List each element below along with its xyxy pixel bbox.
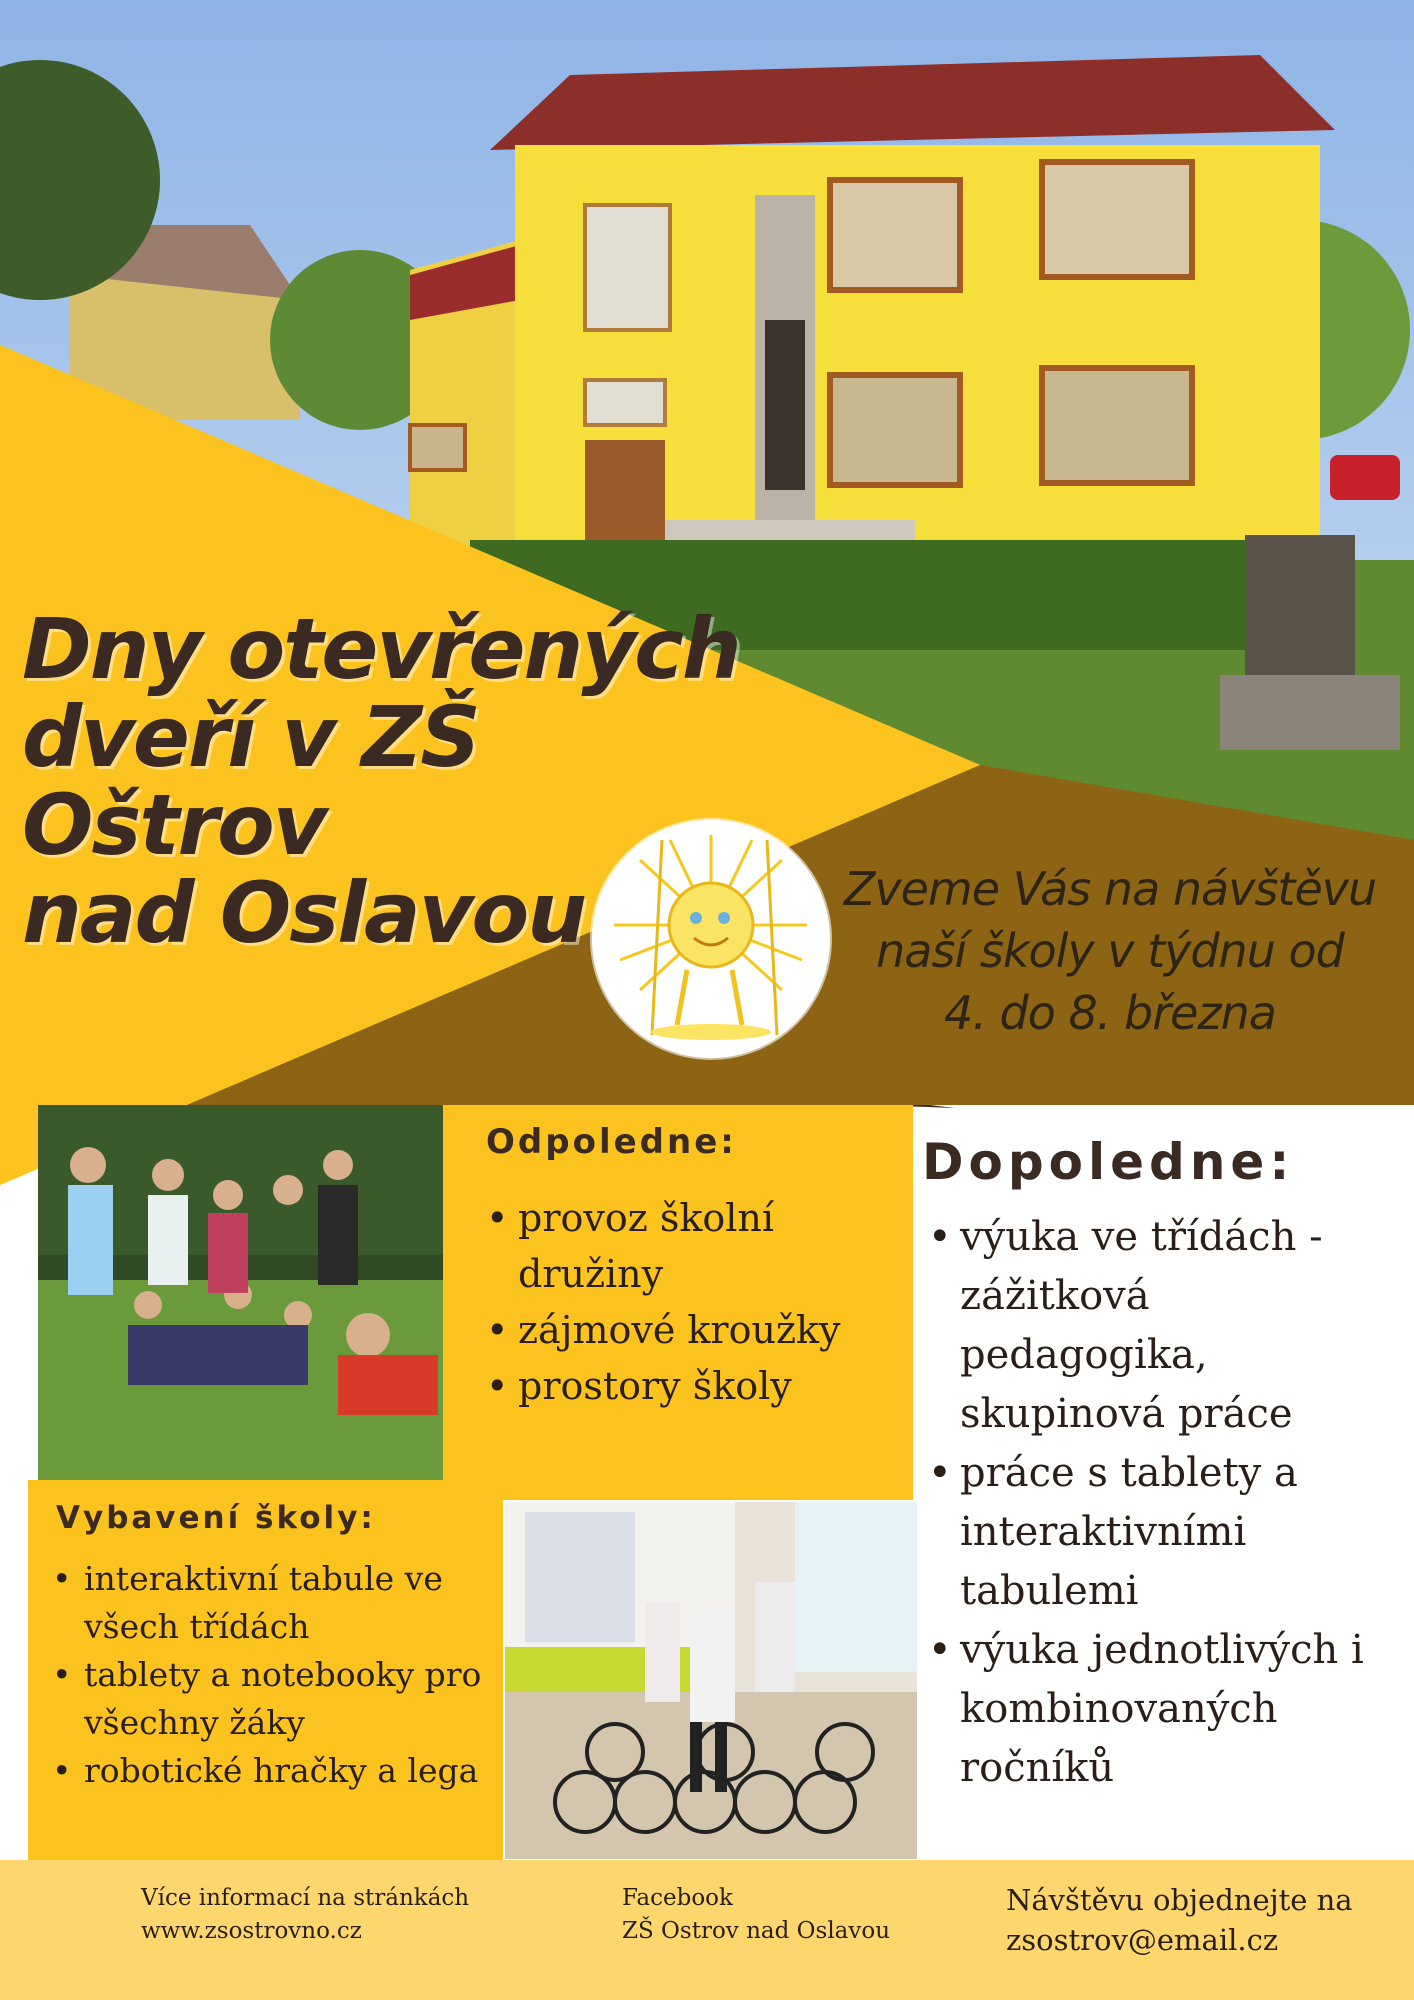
list-item: • prostory školy	[480, 1358, 910, 1414]
footer-contact	[1006, 1880, 1353, 1960]
invite-line-3: 4. do 8. března	[944, 986, 1276, 1040]
footer-facebook-label: Facebook	[622, 1885, 733, 1911]
equipment-heading: Vybavení školy:	[56, 1500, 376, 1536]
footer-facebook-link[interactable]: ZŠ Ostrov nad Oslavou	[622, 1918, 891, 1944]
footer-facebook	[622, 1882, 890, 1948]
list-item: • tablety a notebooky pro všechny žáky	[46, 1651, 501, 1747]
children-outdoor-photo	[38, 1105, 443, 1480]
list-item: • interaktivní tabule ve všech třídách	[46, 1555, 501, 1651]
list-item: • provoz školní družiny	[480, 1190, 910, 1302]
title-line-2: dveří v ZŠ Oštrov	[22, 688, 479, 874]
school-sun-logo	[592, 820, 830, 1058]
footer-web-link[interactable]: www.zsostrovno.cz	[141, 1918, 362, 1944]
footer-order-label: Návštěvu objednejte na	[1006, 1883, 1353, 1917]
list-item: • zájmové kroužky	[480, 1302, 910, 1358]
footer-web	[141, 1882, 469, 1948]
afternoon-list	[480, 1190, 910, 1414]
children-classroom-photo	[505, 1502, 917, 1859]
list-item: • práce s tablety a interaktivními tabulemi	[922, 1444, 1392, 1621]
list-item: • výuka jednotlivých i kombinovaných ročníků	[922, 1621, 1392, 1798]
title-line-1: Dny otevřených	[22, 600, 740, 698]
list-item: • robotické hračky a lega	[46, 1747, 501, 1795]
equipment-list	[46, 1555, 501, 1795]
invite-line-2: naší školy v týdnu od	[876, 924, 1344, 978]
title-line-3: nad Oslavou	[22, 864, 586, 962]
footer-web-label: Více informací na stránkách	[141, 1885, 470, 1911]
footer-email-link[interactable]: zsostrov@email.cz	[1006, 1923, 1279, 1957]
afternoon-heading: Odpoledne:	[486, 1122, 737, 1162]
morning-list	[922, 1208, 1392, 1798]
morning-heading: Dopoledne:	[922, 1133, 1295, 1191]
list-item: • výuka ve třídách - zážitková pedagogika, skupinová práce	[922, 1208, 1392, 1444]
invite-line-1: Zveme Vás na návštěvu	[843, 862, 1377, 916]
invitation-text	[830, 858, 1390, 1044]
